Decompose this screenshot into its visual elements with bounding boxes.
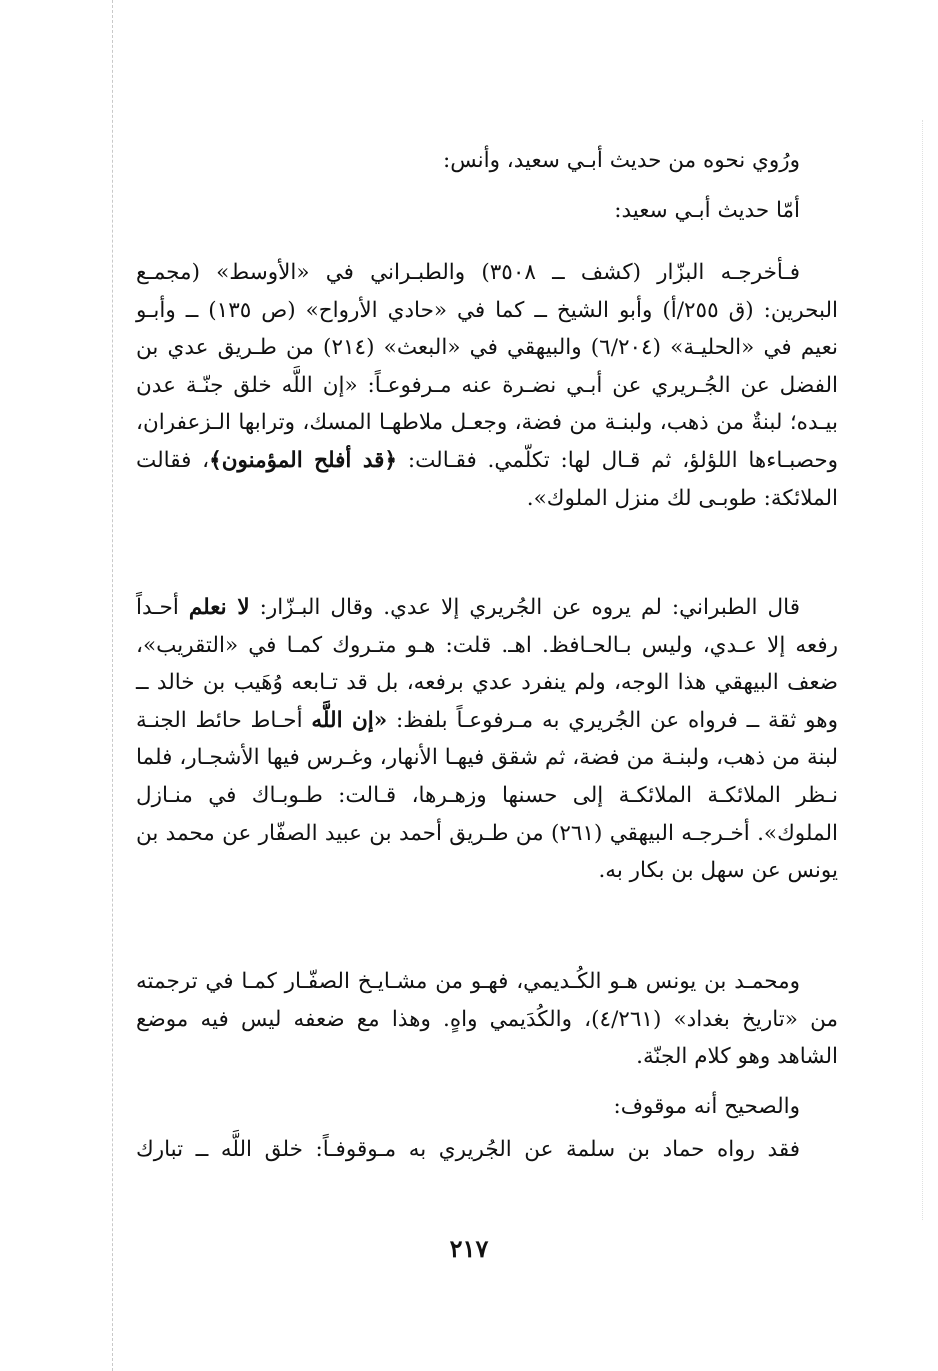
paragraph-text: ومحمـد بن يونس هـو الكُـديمي، فهـو من مشـايـخ الصفّـار كمـا في ترجمته من «تاريخ بغداد» (٤/٢٦١)، والكُدَيمي واهٍ. وهذا مع ضعفه ليس فيه موضع الشاهد وهو كلام الجنّة. <box>136 969 838 1070</box>
section-heading: أمّا حديث أبـي سعيد: <box>614 197 800 223</box>
paragraph-intro <box>136 142 838 229</box>
page-edge-line-right <box>922 120 923 1220</box>
paragraph-text: ورُوي نحوه من حديث أبـي سعيد، وأنس: <box>442 148 800 173</box>
paragraph-text <box>136 589 838 890</box>
page-edge-line <box>112 0 113 1371</box>
paragraph-text <box>136 254 838 517</box>
paragraph-tabarani <box>136 589 838 890</box>
emphasis-text: لا نعلم <box>188 595 250 620</box>
paragraph-body: أحـداً رفعه إلا عـدي، وليس بـالحـافظ. اهـ. قلت: هـو متـروك كمـا في «التقريب»، ضعف البيهقي هذا الوجه، ولم ينفرد عدي برفعه، بل قد تـابعه وُهَيب بن خالد ــ وهو ثقة ــ فرواه عن الجُريري به مـرفوعـاً بلفظ: <box>136 595 839 733</box>
paragraph-body: فـأخرجـه البزّار (كشف ــ ٣٥٠٨) والطبـراني في «الأوسط» (مجمـع البحرين: (ق ٢٥٥/أ) وأبو الشيخ ــ كما في «حادي الأرواح» (ص ١٣٥) ــ وأبـو نعيم في «الحليـة» (٦/٢٠٤) والبيهقي في «البعث» (٢١٤) من طـريق عدي بن الفضل عن الجُـريري عن أبـي نضـرة عنه مـرفوعـاً: «إن اللَّه خلق جنّـة عدن بيـده؛ لبنةٌ من ذهب، ولبنـة من فضة، وجعـل ملاطهـا المسك، وترابها الـزعفران، وحصبـاءها اللؤلؤ، ثم قـال لها: تكلّمي. فقـالت: <box>136 260 839 473</box>
paragraph-takhrij <box>136 254 838 517</box>
quran-quote: ﴿قد أفلح المؤمنون﴾ <box>209 447 398 473</box>
page-number: ٢١٧ <box>449 1234 489 1263</box>
paragraph-body: أحـاط حائط الجنـة لبنة من ذهب، ولبنـة من فضة، ثم شقق فيهـا الأنهار، وغـرس فيها الأشجـار، فلما نـظر الملائكـة الملائكـة إلى حسنها وزهـرها، قـالت: طـوبـاك في منـازل الملوك». أخـرجـه البيهقي (٢٦١) من طـريق أحمد بن عبيد الصفّار عن محمد بن يونس عن سهل بن بكار به. <box>136 707 838 884</box>
paragraph-text: فقد رواه حماد بن سلمة عن الجُريري به مـوقوفـاً: خلق اللَّه ــ تبارك <box>136 1137 800 1163</box>
emphasis-text: «إن اللَّه <box>311 707 388 733</box>
paragraph-kudaymi <box>136 963 838 1169</box>
paragraph-body: ، فقالت الملائكة: طوبـى لك منزل الملوك». <box>136 447 838 511</box>
paragraph-body: قال الطبراني: لم يروه عن الجُريري إلا عدي. وقال البـزّار: <box>259 595 800 620</box>
section-heading: والصحيح أنه موقوف: <box>613 1093 800 1119</box>
